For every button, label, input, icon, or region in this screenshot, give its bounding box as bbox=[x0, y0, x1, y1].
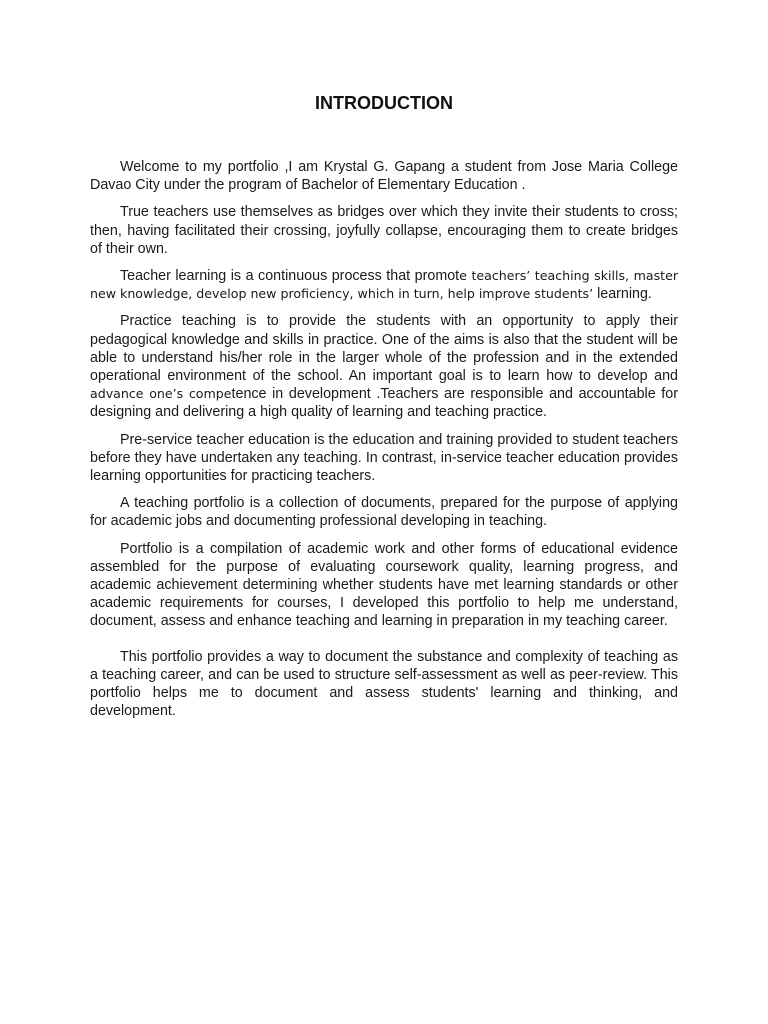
paragraph-teacher-learning-part-a: Teacher learning is a continuous process that promot bbox=[120, 268, 460, 285]
paragraph-practice-teaching-part-b: advance one’s compe bbox=[90, 386, 232, 402]
paragraph-teacher-learning-part-c: learning. bbox=[593, 286, 652, 303]
page-title: INTRODUCTION bbox=[315, 93, 453, 113]
paragraph-practice-teaching-part-a: Practice teaching is to provide the students with an opportunity to apply their pedagogical knowledge and skills in practice. One of the aims is also that the student will be able to understand his/her role in the larger whole of the profession and in the extended operational environment of the school. An important goal is to learn how to develop and bbox=[90, 313, 678, 385]
document-body bbox=[90, 158, 678, 729]
paragraph-practice-teaching bbox=[90, 312, 678, 421]
paragraph-teaching-portfolio: A teaching portfolio is a collection of documents, prepared for the purpose of applying for academic jobs and documenting professional developing in teaching. bbox=[90, 495, 678, 530]
paragraph-practice-teaching-part-c: tence in development .Teachers are responsible and accountable for designing and delivering a high quality of learning and teaching practice. bbox=[90, 386, 678, 421]
paragraph-portfolio-provides: This portfolio provides a way to document the substance and complexity of teaching as a teaching career, and can be used to structure self-assessment as well as peer-review. This portfolio helps me to document and assess students' learning and thinking, and development. bbox=[90, 648, 678, 720]
paragraph-pre-service: Pre-service teacher education is the education and training provided to student teachers before they have undertaken any teaching. In contrast, in-service teacher education provides learning opportunities for practicing teachers. bbox=[90, 431, 678, 485]
paragraph-teacher-learning-part-b: e teachers’ teaching skills, master new knowledge, develop new proficiency, which in turn, help improve students’ bbox=[90, 268, 679, 302]
paragraph-teacher-learning bbox=[90, 267, 678, 303]
paragraph-true-teachers: True teachers use themselves as bridges over which they invite their students to cross; then, having facilitated their crossing, joyfully collapse, encouraging them to create bridges of their own. bbox=[90, 204, 678, 257]
paragraph-welcome: Welcome to my portfolio ,I am Krystal G. Gapang a student from Jose Maria College Davao City under the program of Bachelor of Elementary Education . bbox=[90, 159, 678, 194]
paragraph-portfolio-compilation: Portfolio is a compilation of academic work and other forms of educational evidence assembled for the purpose of evaluating coursework quality, learning progress, and academic achievement determining whether students have met learning standards or other academic requirements for courses, I developed this portfolio to help me understand, document, assess and enhance teaching and learning in preparation in my teaching career. bbox=[90, 540, 678, 630]
